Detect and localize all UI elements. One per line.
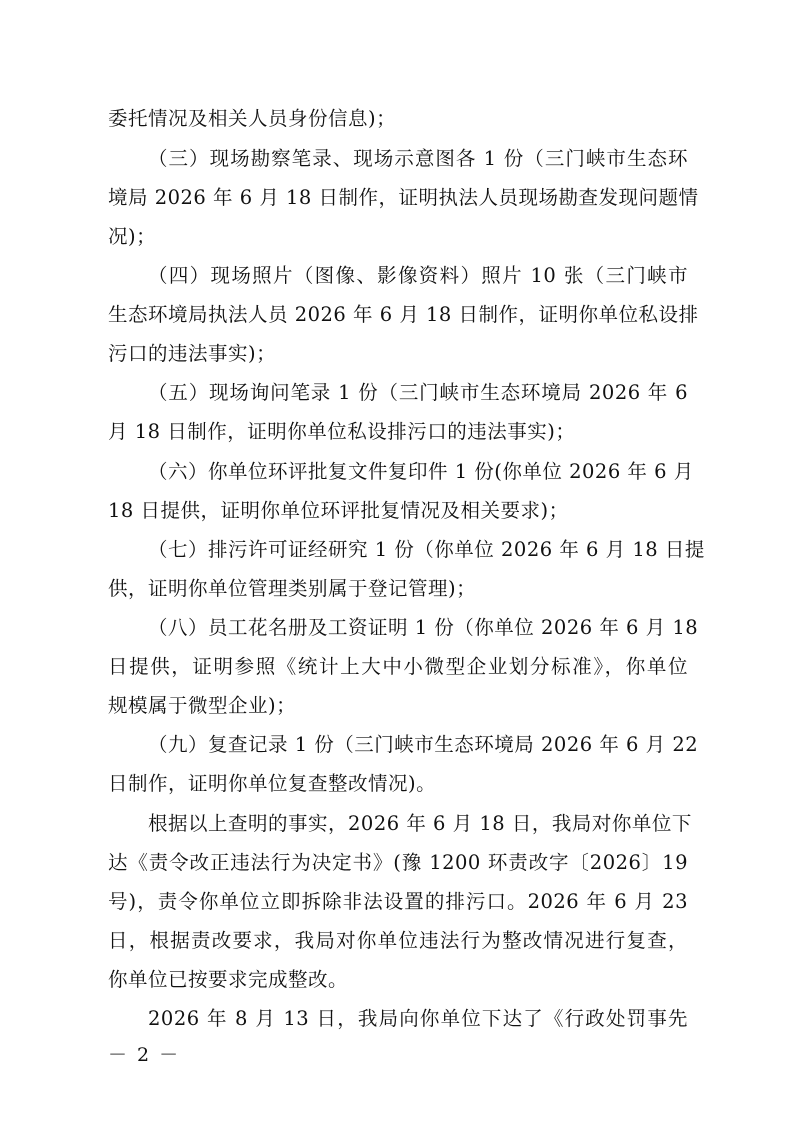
text-line: 根据以上查明的事实，2026 年 6 月 18 日，我局对你单位下 xyxy=(148,812,692,835)
page-number: － 2 － xyxy=(108,1044,181,1066)
text-line: （五）现场询问笔录 1 份（三门峡市生态环境局 2026 年 6 xyxy=(148,381,688,404)
text-line: （三）现场勘察笔录、现场示意图各 1 份（三门峡市生态环 xyxy=(148,147,688,170)
text-line: 日提供，证明参照《统计上大中小微型企业划分标准》，你单位 xyxy=(108,655,688,678)
text-line: 生态环境局执法人员 2026 年 6 月 18 日制作，证明你单位私设排 xyxy=(108,303,699,326)
text-line: 你单位已按要求完成整改。 xyxy=(108,968,349,991)
text-line: 日，根据责改要求，我局对你单位违法行为整改情况进行复查， xyxy=(108,929,688,952)
text-line: 况)； xyxy=(108,225,157,248)
text-line: 日制作，证明你单位复查整改情况)。 xyxy=(108,772,437,795)
text-line: 18 日提供，证明你单位环评批复情况及相关要求)； xyxy=(108,499,569,522)
text-line: （九）复查记录 1 份（三门峡市生态环境局 2026 年 6 月 22 xyxy=(148,733,699,756)
text-line: （七）排污许可证经研究 1 份（你单位 2026 年 6 月 18 日提 xyxy=(148,538,705,561)
text-line: 供，证明你单位管理类别属于登记管理)； xyxy=(108,577,477,600)
text-line: 污口的违法事实)； xyxy=(108,342,277,365)
text-line: （四）现场照片（图像、影像资料）照片 10 张（三门峡市 xyxy=(148,264,688,287)
text-line: 达《责令改正违法行为决定书》(豫 1200 环责改字〔2026〕19 xyxy=(108,851,688,874)
text-line: 月 18 日制作，证明你单位私设排污口的违法事实)； xyxy=(108,420,576,443)
text-line: （六）你单位环评批复文件复印件 1 份(你单位 2026 年 6 月 xyxy=(148,460,694,483)
text-line: 规模属于微型企业)； xyxy=(108,694,297,717)
text-line: 委托情况及相关人员身份信息)； xyxy=(108,107,397,130)
text-line: （八）员工花名册及工资证明 1 份（你单位 2026 年 6 月 18 xyxy=(148,616,699,639)
text-line: 境局 2026 年 6 月 18 日制作，证明执法人员现场勘查发现问题情 xyxy=(108,186,699,209)
text-line: 号)，责令你单位立即拆除非法设置的排污口。2026 年 6 月 23 xyxy=(108,890,688,913)
text-line: 2026 年 8 月 13 日，我局向你单位下达了《行政处罚事先 xyxy=(148,1007,688,1030)
